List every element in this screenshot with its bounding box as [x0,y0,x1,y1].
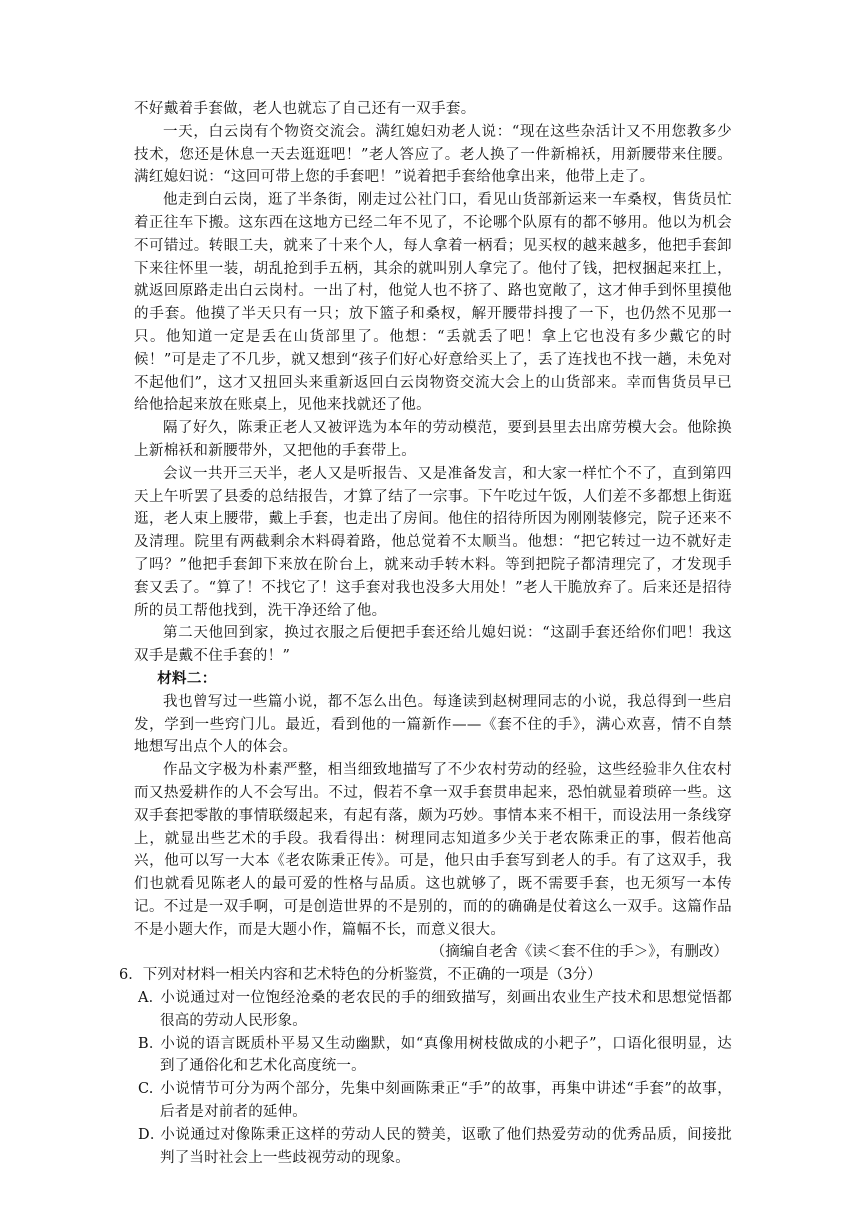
option-letter: B． [138,1035,164,1052]
option-text: 小说通过对一位饱经沧桑的老农民的手的细致描写，刻画出农业生产技术和思想觉悟都很高的劳动人民形象。 [160,990,732,1029]
paragraph: 不好戴着手套做，老人也就忘了自己还有一双手套。 [134,101,476,117]
option-d [138,1124,732,1170]
paragraph: 我也曾写过一些篇小说，都不怎么出色。每逢读到赵树理同志的小说，我总得到一些启发，学到一些窍门儿。最近，看到他的一篇新作——《套不住的手》，满心欢喜，情不自禁地想写出点个人的体会。 [134,693,732,756]
option-a [138,987,732,1033]
option-b [138,1033,732,1079]
option-letter: C. [138,1081,154,1098]
paragraph: 作品文字极为朴素严整，相当细致地描写了不少农村劳动的经验，这些经验非久住农村而又热爱耕作的人不会写出。不过，假若不拿一双手套贯串起来，恐怕就显着琐碎一些。这双手套把零散的事情联缀起来，有起有落，颇为巧妙。事情本来不相干，而设法用一条线穿上，就显出些艺术的手段。我看得出：树理同志知道多少关于老农陈秉正的事，假若他高兴，他可以写一大本《老农陈秉正传》。可是，他只由手套写到老人的手。有了这双手，我们也就看见陈老人的最可爱的性格与品质。这也就够了，既不需要手套，也无须写一本传记。不过是一双手啊，可是创造世界的不是别的，而的的确确是仗着这么一双手。这篇作品不是小题大作，而是大题小作，篇幅不长，而意义很大。 [134,762,732,938]
option-text: 小说通过对像陈秉正这样的劳动人民的赞美，讴歌了他们热爱劳动的优秀品质，间接批判了当时社会上一些歧视劳动的现象。 [160,1126,732,1166]
option-letter: A． [138,990,164,1007]
option-letter: D． [138,1126,165,1143]
question-stem: 6．下列对材料一相关内容和艺术特色的分析鉴赏，不正确的一项是（3分） [119,967,602,984]
option-text: 小说的语言既质朴平易又生动幽默，如“真像用树枝做成的小耙子”，口语化很明显，达到了通俗化和艺术化高度统一。 [160,1035,732,1075]
paragraph: 他走到白云岗，逛了半条街，刚走过公社门口，看见山货部新运来一车桑杈，售货员忙着正往车下搬。这东西在这地方已经二年不见了，不论哪个队原有的都不够用。他以为机会不可错过。转眼工夫，就来了十来个人，每人拿着一柄看；见买杈的越来越多，他把手套卸下来往怀里一装，胡乱抢到手五柄，其余的就叫别人拿完了。他付了钱，把杈捆起来扛上，就返回原路走出白云岗村。一出了村，他觉人也不挤了、路也宽敞了，这才伸手到怀里摸他的手套。他摸了半天只有一只；放下篮子和桑杈，解开腰带抖搜了一下，也仍然不见那一只。他知道一定是丢在山货部里了。他想：“丢就丢了吧！拿上它也没有多少戴它的时候！”可是走了不几步，就又想到“孩子们好心好意给买上了，丢了连找也不找一趟，未免对不起他们”，这才又扭回头来重新返回白云岗物资交流大会上的山货部来。幸而售货员早已给他拾起来放在账桌上，见他来找就还了他。 [134,192,732,414]
paragraph: 会议一共开三天半，老人又是听报告、又是准备发言，和大家一样忙个不了，直到第四天上午听罢了县委的总结报告，才算了结了一宗事。下午吃过午饭，人们差不多都想上街逛逛，老人束上腰带，戴上手套，也走出了房间。他住的招待所因为刚刚装修完，院子还来不及清理。院里有两截剩余木料碍着路，他总觉着不太顺当。他想：“把它转过一边不就好走了吗？”他把手套卸下来放在阶台上，就来动手转木料。等到把院子都清理完了，才发现手套又丢了。“算了！不找它了！这手套对我也没多大用处！”老人干脆放弃了。后来还是招待所的员工帮他找到，洗干净还给了他。 [134,465,732,619]
section-heading: 材料二： [157,669,217,687]
paragraph: 一天，白云岗有个物资交流会。满红媳妇劝老人说：“现在这些杂活计又不用您教多少技术，您还是休息一天去逛逛吧！”老人答应了。老人换了一件新棉袄，用新腰带来住腰。满红媳妇说：“这回可带上您的手套吧！”说着把手套给他拿出来，他带上走了。 [134,123,732,186]
paragraph: 第二天他回到家，换过衣服之后便把手套还给儿媳妇说：“这副手套还给你们吧！我这双手是戴不住手套的！” [134,625,732,665]
paragraph: 隔了好久，陈秉正老人又被评选为本年的劳动模范，要到县里去出席劳模大会。他除换上新棉袄和新腰带外，又把他的手套带上。 [134,420,732,459]
source-citation: （摘编自老舍《读＜套不住的手＞》，有删改） [430,944,728,961]
option-c [138,1078,732,1124]
option-text: 小说情节可分为两个部分，先集中刻画陈秉正“手”的故事，再集中讲述“手套”的故事，后者是对前者的延伸。 [160,1081,732,1121]
